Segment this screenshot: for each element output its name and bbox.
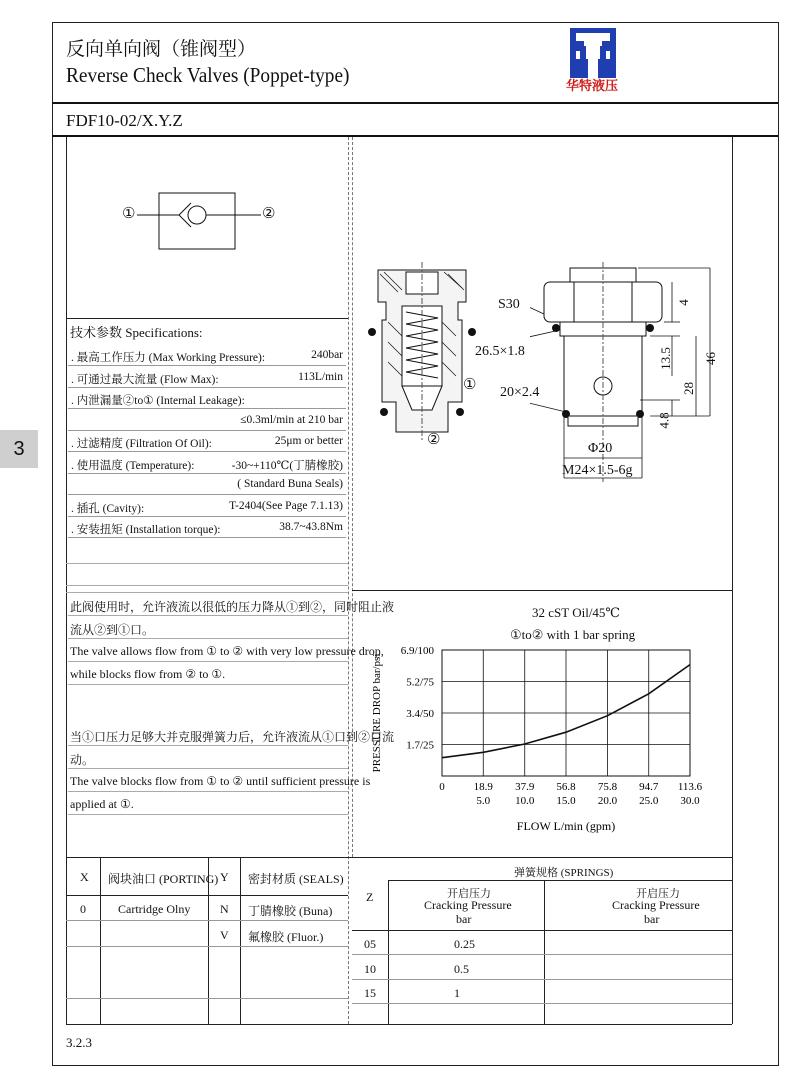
spec-row bbox=[68, 452, 346, 474]
spec-row bbox=[68, 387, 346, 409]
dim-4: 4 bbox=[675, 299, 691, 306]
description-rule bbox=[68, 768, 348, 769]
dim-46: 46 bbox=[703, 352, 718, 365]
page-number: 3.2.3 bbox=[66, 1035, 92, 1050]
dim-oring-2: 20×2.4 bbox=[500, 385, 540, 400]
x-tick-label-gpm: 25.0 bbox=[639, 795, 659, 807]
grid-mid-left bbox=[348, 137, 349, 1024]
springs-header: 弹簧规格 (SPRINGS) bbox=[514, 867, 614, 879]
dim-thread: M24×1.5-6g bbox=[562, 463, 633, 478]
x-tick-label: 94.7 bbox=[639, 781, 659, 793]
exterior-drawing bbox=[530, 262, 730, 492]
spec-label: . 插孔 (Cavity): bbox=[71, 502, 145, 515]
ord-row-1 bbox=[66, 895, 348, 896]
x-tick-label-gpm: 5.0 bbox=[476, 795, 491, 807]
description-rule bbox=[68, 684, 348, 685]
ord-row-2 bbox=[66, 920, 348, 921]
description-rule bbox=[68, 615, 348, 616]
dim-28: 28 bbox=[681, 382, 696, 395]
y-tick-label: 5.2/75 bbox=[406, 676, 434, 689]
desc-top-rule bbox=[66, 592, 348, 593]
y-tick-label: 3.4/50 bbox=[406, 708, 434, 720]
specs-top-rule bbox=[66, 318, 348, 319]
seals-header: 密封材质 (SEALS) bbox=[248, 872, 344, 886]
spring-value: 0.5 bbox=[454, 961, 469, 976]
spec-value: 113L/min bbox=[298, 370, 343, 383]
description-line: 流从②到①口。 bbox=[70, 623, 155, 637]
cp-en-1: Cracking Pressure bbox=[424, 898, 512, 912]
x-tick-label: 0 bbox=[439, 781, 445, 793]
spring-row-3 bbox=[352, 979, 732, 980]
spec-label: . 使用温度 (Temperature): bbox=[71, 459, 195, 472]
model-rule bbox=[52, 135, 778, 137]
dim-13-5: 13.5 bbox=[657, 347, 673, 370]
x-tick-label-gpm: 20.0 bbox=[597, 795, 618, 807]
grid-section-2 bbox=[66, 857, 732, 858]
description-line: The valve allows flow from ① to ② with very low pressure drop, bbox=[70, 644, 384, 658]
x-tick-label-gpm: 10.0 bbox=[515, 795, 535, 807]
symbol-port-1: ① bbox=[122, 206, 136, 222]
frame-right bbox=[778, 22, 779, 1066]
spec-value: ≤0.3ml/min at 210 bar bbox=[240, 413, 343, 426]
spec-value: 240bar bbox=[311, 349, 343, 361]
cp-unit-2: bar bbox=[644, 912, 660, 926]
y-header: Y bbox=[220, 870, 229, 884]
chapter-tab: 3 bbox=[0, 430, 38, 468]
chart-subtitle: ①to② with 1 bar spring bbox=[510, 627, 636, 642]
specs-heading: 技术参数 Specifications: bbox=[70, 325, 203, 340]
spring-row-h bbox=[388, 880, 732, 881]
x-value: 0 bbox=[80, 902, 86, 916]
spec-row bbox=[68, 366, 346, 388]
section-port-1: ① bbox=[463, 377, 477, 393]
specs-end-rule bbox=[66, 563, 348, 564]
grid-left bbox=[66, 137, 67, 1024]
description-rule bbox=[68, 661, 348, 662]
model-code: FDF10-02/X.Y.Z bbox=[66, 111, 183, 130]
x-tick-label: 113.6 bbox=[677, 781, 703, 793]
spring-value: 1 bbox=[454, 986, 460, 1000]
spec-row bbox=[68, 516, 346, 538]
spring-row-1 bbox=[352, 930, 732, 931]
x-tick-label-gpm: 30.0 bbox=[680, 795, 700, 807]
spec-value: 38.7~43.8Nm bbox=[279, 521, 343, 533]
specs-end-rule-2 bbox=[66, 585, 348, 586]
spec-row bbox=[68, 473, 346, 495]
section-port-2: ② bbox=[427, 432, 441, 448]
spec-label: . 可通过最大流量 (Flow Max): bbox=[71, 373, 219, 386]
description-rule bbox=[68, 745, 348, 746]
ord-row-4 bbox=[66, 998, 348, 999]
x-tick-label: 56.8 bbox=[556, 781, 576, 793]
spec-row bbox=[68, 344, 346, 366]
spec-label: . 内泄漏量②to① (Internal Leakage): bbox=[71, 395, 245, 407]
spec-value: ( Standard Buna Seals) bbox=[237, 478, 343, 490]
spring-code: 15 bbox=[364, 986, 376, 1000]
symbol-port-2: ② bbox=[262, 206, 276, 222]
spec-label: . 安装扭矩 (Installation torque): bbox=[71, 524, 221, 536]
x-header: X bbox=[80, 870, 89, 884]
description-line: The valve blocks flow from ① to ② until sufficient pressure is bbox=[70, 774, 371, 788]
frame-left bbox=[52, 22, 53, 1066]
grid-right bbox=[732, 137, 733, 1024]
grid-bottom bbox=[66, 1024, 732, 1025]
frame-top bbox=[52, 22, 778, 23]
spec-row bbox=[68, 430, 346, 452]
spec-value: T-2404(See Page 7.1.13) bbox=[229, 499, 343, 512]
description-rule bbox=[68, 638, 348, 639]
description-rule bbox=[68, 814, 348, 815]
cp-unit-1: bar bbox=[456, 912, 472, 926]
description-line: 当①口压力足够大并克服弹簧力后，允许液流从①口到②口流 bbox=[70, 730, 395, 744]
title-en: Reverse Check Valves (Poppet-type) bbox=[66, 63, 350, 87]
description-line: 动。 bbox=[70, 753, 95, 767]
z-header: Z bbox=[366, 890, 374, 904]
pressure-drop-chart bbox=[360, 640, 730, 850]
description-line: 此阀使用时，允许液流以很低的压力降从①到②，同时阻止液 bbox=[70, 600, 395, 614]
spring-code: 05 bbox=[364, 937, 376, 951]
dim-dia: Φ20 bbox=[588, 441, 613, 456]
spec-value: 25μm or better bbox=[274, 435, 343, 447]
ord-row-3 bbox=[66, 946, 348, 947]
porting-header: 阀块油口 (PORTING) bbox=[108, 872, 219, 886]
spring-code: 10 bbox=[364, 961, 376, 976]
spec-row bbox=[68, 409, 346, 431]
description-line: while blocks flow from ② to ①. bbox=[70, 667, 226, 681]
y-tick-label: 1.7/25 bbox=[406, 739, 434, 752]
y-tick-label: 6.9/100 bbox=[400, 645, 434, 657]
x-tick-label: 37.9 bbox=[515, 781, 535, 793]
porting-value: Cartridge Olny bbox=[118, 902, 191, 916]
spring-value: 0.25 bbox=[454, 937, 475, 951]
spec-value: -30~+110℃(丁腈橡胶) bbox=[231, 459, 343, 472]
dim-hex: S30 bbox=[498, 297, 520, 312]
frame-bottom bbox=[52, 1065, 778, 1066]
dim-4-8: 4.8 bbox=[656, 412, 672, 429]
dim-oring-1: 26.5×1.8 bbox=[475, 344, 525, 359]
spring-row-4 bbox=[352, 1003, 732, 1004]
grid-section-1 bbox=[352, 590, 732, 591]
cross-section-drawing bbox=[358, 262, 488, 452]
spec-label: . 过滤精度 (Filtration Of Oil): bbox=[71, 438, 212, 450]
spec-label: . 最高工作压力 (Max Working Pressure): bbox=[71, 352, 266, 364]
seal-label-v: 氟橡胶 (Fluor.) bbox=[248, 930, 324, 944]
cp-cn-1: 开启压力 bbox=[447, 888, 491, 900]
seal-label-n: 丁腈橡胶 (Buna) bbox=[248, 904, 333, 918]
seal-code-v: V bbox=[220, 928, 229, 942]
description-line: applied at ①. bbox=[70, 797, 134, 811]
spring-row-2 bbox=[352, 954, 732, 955]
x-tick-label: 18.9 bbox=[473, 781, 493, 793]
seal-code-n: N bbox=[220, 902, 229, 916]
x-axis-label: FLOW L/min (gpm) bbox=[516, 819, 616, 833]
y-axis-label: PRESSURE DROP bar/psi bbox=[371, 653, 383, 773]
spec-row bbox=[68, 495, 346, 517]
chart-title: 32 cST Oil/45℃ bbox=[532, 605, 620, 620]
cp-cn-2: 开启压力 bbox=[636, 888, 680, 900]
x-tick-label: 75.8 bbox=[597, 781, 618, 793]
title-cn: 反向单向阀（锥阀型） bbox=[66, 39, 257, 60]
cp-en-2: Cracking Pressure bbox=[612, 898, 700, 912]
header-rule bbox=[52, 102, 778, 104]
description-rule bbox=[68, 791, 348, 792]
grid-mid-right bbox=[352, 137, 353, 857]
x-tick-label-gpm: 15.0 bbox=[556, 795, 576, 807]
company-logo bbox=[560, 28, 630, 98]
logo-text: 华特液压 bbox=[566, 79, 619, 94]
